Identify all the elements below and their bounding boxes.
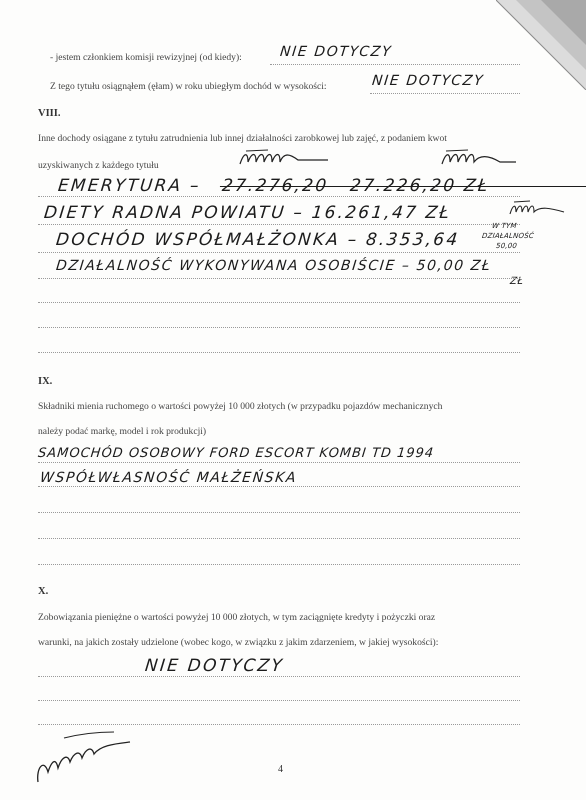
answer-line xyxy=(38,252,520,253)
emerytura-struck-value: 27.276,20 xyxy=(221,176,586,196)
ownership-entry: WSPÓŁWŁASNOŚĆ MAŁŻEŃSKA xyxy=(39,470,298,486)
dzialalnosc-note: DZIAŁALNOŚĆ xyxy=(481,232,535,240)
answer-line xyxy=(38,676,520,677)
empty-line xyxy=(38,538,520,539)
liabilities-value: NIE DOTYCZY xyxy=(143,656,285,676)
member-line xyxy=(270,64,520,65)
empty-line xyxy=(38,352,520,353)
empty-line xyxy=(38,302,520,303)
income-line xyxy=(370,93,520,94)
initials-mark-3 xyxy=(508,200,568,218)
initials-mark-1 xyxy=(238,148,338,170)
empty-line xyxy=(38,327,520,328)
dzialalnosc-entry: DZIAŁALNOŚĆ WYKONYWANA OSOBIŚCIE – 50,00 ZŁ xyxy=(55,258,493,274)
section-9-heading: IX. xyxy=(38,376,53,387)
section-9-text-2: należy podać markę, model i rok produkcji) xyxy=(38,426,207,437)
zl-note: ZŁ xyxy=(509,276,525,287)
emerytura-value: 27.226,20 ZŁ xyxy=(348,176,491,196)
empty-line xyxy=(38,724,520,725)
answer-line xyxy=(38,196,520,197)
section-8-text-1: Inne dochody osiągane z tytułu zatrudnienia lub innej działalności zarobkowej lub zajęć, z podaniem kwot xyxy=(38,133,447,144)
answer-line xyxy=(38,462,520,463)
initials-mark-2 xyxy=(440,148,520,170)
member-label: - jestem członkiem komisji rewizyjnej (od kiedy): xyxy=(50,52,242,63)
answer-line xyxy=(38,224,520,225)
car-entry: SAMOCHÓD OSOBOWY FORD ESCORT KOMBI TD 1994 xyxy=(37,446,435,461)
page-number: 4 xyxy=(278,764,283,775)
dochod-entry: DOCHÓD WSPÓŁMAŁŻONKA – 8.353,64 xyxy=(54,230,461,250)
income-value: NIE DOTYCZY xyxy=(371,73,485,89)
small-amount-note: 50,00 xyxy=(495,242,518,250)
section-9-text-1: Składniki mienia ruchomego o wartości powyżej 10 000 złotych (w przypadku pojazdów mechanicznych xyxy=(38,401,443,412)
empty-line xyxy=(38,700,520,701)
answer-line xyxy=(38,486,520,487)
empty-line xyxy=(38,512,520,513)
section-8-text-2: uzyskiwanych z każdego tytułu xyxy=(38,160,159,171)
signature-mark xyxy=(34,728,134,788)
page-fold-corner xyxy=(496,0,586,90)
emerytura-label: EMERYTURA – xyxy=(56,176,202,196)
answer-line xyxy=(38,278,520,279)
diety-entry: DIETY RADNA POWIATU – 16.261,47 ZŁ xyxy=(42,203,453,223)
member-value: NIE DOTYCZY xyxy=(279,44,393,60)
income-label: Z tego tytułu osiągnąłem (ęłam) w roku ubiegłym dochód w wysokości: xyxy=(50,81,327,92)
w-tym-note: W TYM xyxy=(491,222,518,230)
section-8-heading: VIII. xyxy=(38,108,61,119)
section-10-text-2: warunki, na jakich zostały udzielone (wobec kogo, w związku z jakim zdarzeniem, w jakiej wysokości): xyxy=(38,637,439,648)
section-10-text-1: Zobowiązania pieniężne o wartości powyżej 10 000 złotych, w tym zaciągnięte kredyty i pożyczki oraz xyxy=(38,612,436,623)
empty-line xyxy=(38,564,520,565)
section-10-heading: X. xyxy=(38,586,49,597)
